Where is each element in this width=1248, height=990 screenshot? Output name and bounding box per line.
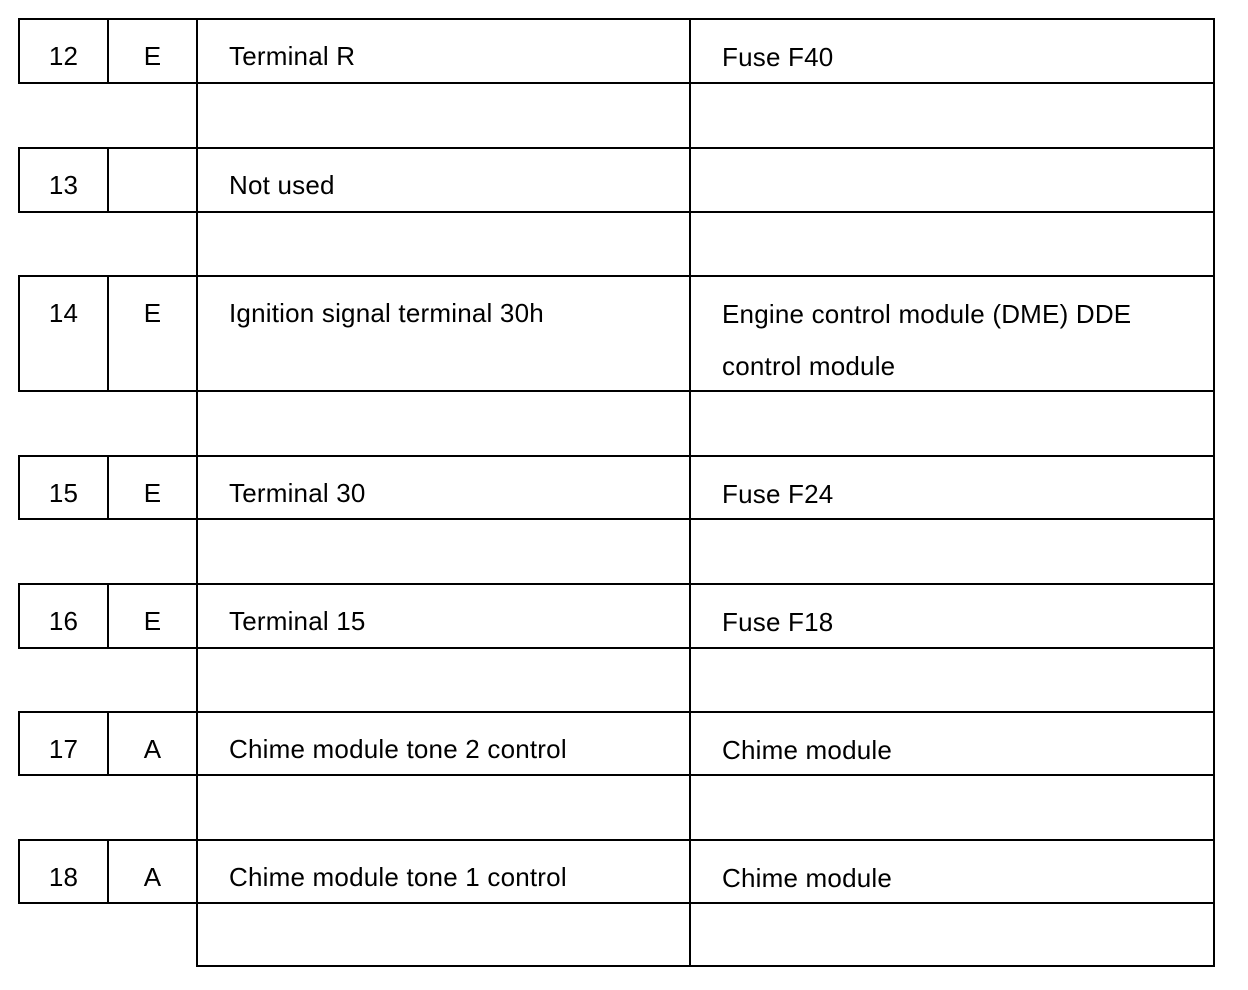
row-right-border (1213, 839, 1215, 904)
signal-type: E (143, 606, 162, 636)
type-column-divider (196, 147, 198, 213)
signal-type: A (143, 862, 162, 892)
signal-type: A (143, 734, 162, 764)
row-right-border (1213, 147, 1215, 213)
type-column-divider (196, 455, 198, 520)
row-right-border (1213, 583, 1215, 649)
pin-column-divider (107, 147, 109, 213)
table-bottom-border (196, 965, 1215, 967)
blank-row-right-border (1213, 390, 1215, 455)
signal-column-divider (689, 18, 691, 84)
blank-row-right-border (1213, 211, 1215, 276)
type-column-divider (196, 583, 198, 649)
signal-description: Terminal R (229, 41, 356, 71)
row-right-border (1213, 18, 1215, 84)
blank-row-left-border (196, 211, 198, 276)
signal-column-divider (689, 839, 691, 904)
type-column-divider (196, 711, 198, 776)
signal-description: Terminal 30 (229, 478, 366, 508)
connection-description: Chime module (722, 863, 893, 893)
signal-description: Ignition signal terminal 30h (229, 298, 544, 328)
signal-column-divider (689, 583, 691, 649)
blank-row-right-border (1213, 82, 1215, 147)
signal-description: Chime module tone 2 control (229, 734, 567, 764)
pin-number: 15 (48, 478, 79, 508)
type-column-divider (196, 275, 198, 392)
blank-row-left-border (196, 647, 198, 712)
pin-number: 14 (48, 298, 79, 328)
pin-number: 12 (48, 41, 79, 71)
blank-row-left-border (196, 774, 198, 839)
pin-number: 13 (48, 170, 79, 200)
connection-description: Fuse F18 (722, 607, 834, 637)
row-right-border (1213, 275, 1215, 392)
type-column-divider (196, 839, 198, 904)
blank-row-divider (689, 211, 691, 276)
blank-row-right-border (1213, 647, 1215, 712)
signal-column-divider (689, 275, 691, 392)
blank-row-right-border (1213, 518, 1215, 583)
signal-description: Terminal 15 (229, 606, 366, 636)
blank-row-divider (689, 82, 691, 147)
signal-type: E (143, 298, 162, 328)
connection-description: Fuse F24 (722, 479, 834, 509)
blank-row-right-border (1213, 902, 1215, 967)
pin-number: 17 (48, 734, 79, 764)
blank-row-left-border (196, 82, 198, 147)
signal-column-divider (689, 455, 691, 520)
signal-type: E (143, 41, 162, 71)
blank-row-divider (689, 647, 691, 712)
signal-column-divider (689, 147, 691, 213)
row-right-border (1213, 711, 1215, 776)
blank-row-divider (689, 902, 691, 967)
signal-description: Not used (229, 170, 335, 200)
pin-number: 16 (48, 606, 79, 636)
row-bottom-border-right (196, 211, 1215, 213)
blank-row-divider (689, 390, 691, 455)
blank-row-left-border (196, 390, 198, 455)
signal-type: E (143, 478, 162, 508)
connection-description: Engine control module (DME) DDE control module (722, 299, 1132, 381)
pin-number: 18 (48, 862, 79, 892)
type-column-divider (196, 18, 198, 84)
blank-row-right-border (1213, 774, 1215, 839)
blank-row-left-border (196, 518, 198, 583)
blank-row-divider (689, 774, 691, 839)
signal-description: Chime module tone 1 control (229, 862, 567, 892)
signal-column-divider (689, 711, 691, 776)
connection-description: Chime module (722, 735, 893, 765)
blank-row-left-border (196, 902, 198, 967)
connection-description: Fuse F40 (722, 42, 834, 72)
blank-row-divider (689, 518, 691, 583)
row-right-border (1213, 455, 1215, 520)
